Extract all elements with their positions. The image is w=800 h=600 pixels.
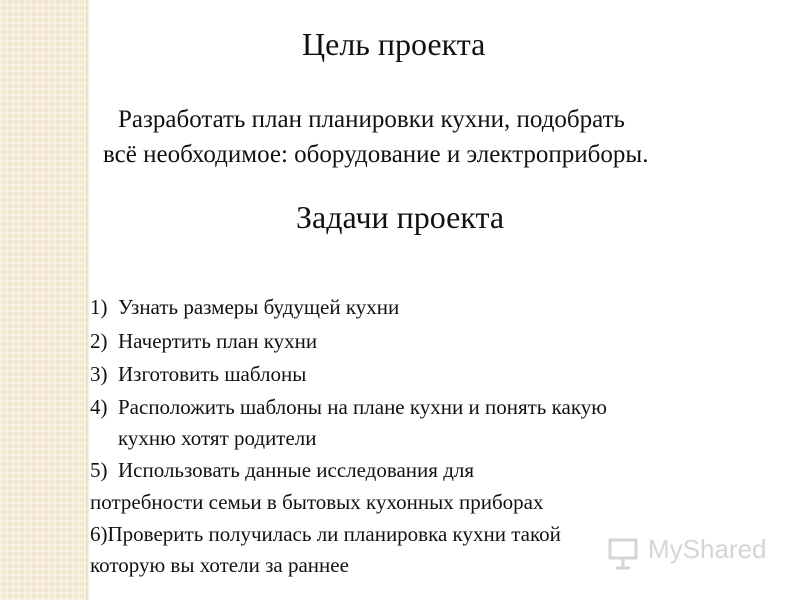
task-text: Узнать размеры будущей кухни [118, 295, 400, 319]
task-number: 3) [90, 362, 108, 386]
task-text: которую вы хотели за раннее [90, 553, 349, 577]
task-number: 5) [90, 458, 108, 482]
goal-text-line-2: всё необходимое: оборудование и электроприборы. [103, 141, 649, 168]
task-text: Расположить шаблоны на плане кухни и понять какую [118, 395, 607, 419]
presentation-board-icon [606, 536, 640, 570]
decorative-left-border [0, 0, 86, 600]
tasks-title: Задачи проекта [296, 199, 505, 235]
task-number: 1) [90, 295, 108, 319]
watermark-text: MyShared [648, 534, 767, 564]
task-item-2 [90, 326, 317, 357]
task-item-5 [90, 455, 474, 486]
task-item-6 [90, 519, 561, 550]
goal-text-line-1: Разработать план планировки кухни, подобрать [118, 106, 625, 133]
task-number: 4) [90, 395, 108, 419]
task-item-4-continued [90, 423, 317, 454]
task-item-3 [90, 359, 306, 390]
task-item-6-continued [90, 550, 349, 581]
goal-title: Цель проекта [302, 26, 486, 62]
task-item-1 [90, 292, 399, 323]
task-number: 2) [90, 329, 108, 353]
task-text: Начертить план кухни [118, 329, 318, 353]
task-text: потребности семьи в бытовых кухонных приборах [90, 490, 544, 514]
task-text: Использовать данные исследования для [118, 458, 475, 482]
task-item-5-continued [90, 487, 543, 518]
task-text: кухню хотят родители [118, 426, 317, 450]
watermark [606, 532, 778, 572]
task-text: 6)Проверить получилась ли планировка кухни такой [90, 522, 561, 546]
task-text: Изготовить шаблоны [118, 362, 307, 386]
task-item-4 [90, 392, 607, 423]
